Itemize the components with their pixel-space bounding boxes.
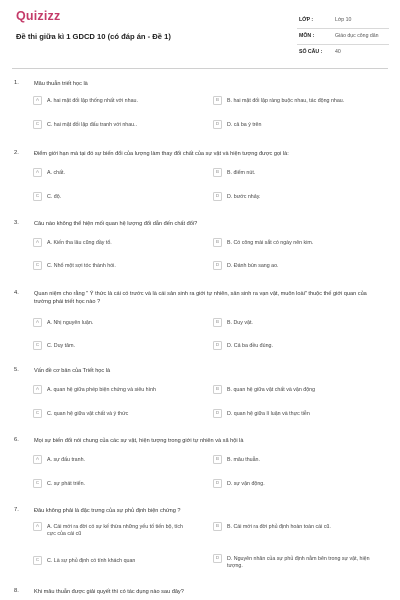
option-a[interactable] <box>33 238 192 247</box>
option-text: C. độ. <box>47 193 62 200</box>
option-letter-box: D <box>213 554 222 563</box>
option-text: B. điểm nút. <box>227 169 256 176</box>
option-letter-box: A <box>33 238 42 247</box>
option-d[interactable] <box>213 192 372 201</box>
option-letter-box: B <box>213 455 222 464</box>
option-b[interactable] <box>213 385 372 394</box>
option-d[interactable] <box>213 120 372 129</box>
option-text: A. Cái mới ra đời có sự kế thừa những yếu tố tiến bộ, tích cực của cái cũ <box>47 523 183 537</box>
option-letter-box: C <box>33 192 42 201</box>
option-letter-box: D <box>213 192 222 201</box>
question-number: 6. <box>14 437 19 443</box>
option-b[interactable] <box>213 168 372 177</box>
option-d[interactable] <box>213 409 372 418</box>
worksheet-header <box>0 0 400 68</box>
option-b[interactable] <box>213 318 372 327</box>
option-letter-box: A <box>33 522 42 531</box>
option-letter-box: A <box>33 168 42 177</box>
option-a[interactable] <box>33 522 192 538</box>
option-text: A. sự đấu tranh. <box>47 456 85 463</box>
question-text: Quan niệm cho rằng " Ý thức là cái có trước và là cái sản sinh ra giới tự nhiên, sản sinh ra vạn vật, muôn loài" thuộc thế giới quan của trường phái triết học nào ? <box>34 291 367 305</box>
option-text: B. mâu thuẫn. <box>227 456 260 463</box>
option-letter-box: A <box>33 96 42 105</box>
option-text: D. Nguyên nhân của sự phủ định nằm bên trong sự vật, hiện tượng. <box>227 555 370 569</box>
option-c[interactable] <box>33 192 192 201</box>
option-text: D. Đánh bùn sang ao. <box>227 262 279 269</box>
option-text: B. hai mặt đối lập ràng buộc nhau, tác động nhau. <box>227 97 345 104</box>
option-letter-box: B <box>213 238 222 247</box>
option-letter-box: C <box>33 409 42 418</box>
option-letter-box: A <box>33 318 42 327</box>
meta-key: MÔN : <box>299 33 315 39</box>
option-text: A. Kiến tha lâu cũng đầy tổ. <box>47 239 112 246</box>
option-letter-box: D <box>213 409 222 418</box>
option-text: C. quan hệ giữa vật chất và ý thức <box>47 410 129 417</box>
option-d[interactable] <box>213 554 372 570</box>
option-text: B. Duy vật. <box>227 319 253 326</box>
option-letter-box: B <box>213 168 222 177</box>
option-text: C. Nhổ một sợi tóc thành hói. <box>47 262 116 269</box>
option-b[interactable] <box>213 522 372 531</box>
question-number: 5. <box>14 367 19 373</box>
option-letter-box: A <box>33 385 42 394</box>
option-c[interactable] <box>33 120 192 129</box>
option-c[interactable] <box>33 341 192 350</box>
meta-key: SỐ CÂU : <box>299 49 323 55</box>
option-a[interactable] <box>33 318 192 327</box>
option-text: D. bước nhảy. <box>227 193 261 200</box>
option-text: C. Duy tâm. <box>47 342 75 349</box>
option-a[interactable] <box>33 455 192 464</box>
question-number: 4. <box>14 290 19 296</box>
header-divider <box>12 68 388 69</box>
option-b[interactable] <box>213 96 372 105</box>
meta-table <box>297 13 389 60</box>
option-c[interactable] <box>33 479 192 488</box>
option-text: C. hai mặt đối lập đấu tranh với nhau.. <box>47 121 138 128</box>
option-c[interactable] <box>33 409 192 418</box>
option-letter-box: C <box>33 341 42 350</box>
option-letter-box: C <box>33 479 42 488</box>
option-d[interactable] <box>213 479 372 488</box>
option-text: B. quan hệ giữa vật chất và vận động <box>227 386 316 393</box>
meta-value: 40 <box>335 49 341 55</box>
question-text: Vấn đề cơ bản của Triết học là <box>34 368 111 374</box>
question-text: Mọi sự biến đổi nói chung của các sự vật, hiện tượng trong giới tự nhiên và xã hội là <box>34 438 244 444</box>
quizizz-logo: Quizizz <box>16 9 61 23</box>
meta-key: LỚP : <box>299 17 314 23</box>
question-number: 2. <box>14 150 19 156</box>
option-a[interactable] <box>33 96 192 105</box>
option-text: B. Có công mài sắt có ngày nên kim. <box>227 239 314 246</box>
question-text: Mâu thuẫn triết học là <box>34 81 88 87</box>
option-letter-box: B <box>213 318 222 327</box>
page-title: Đề thi giữa kì 1 GDCD 10 (có đáp án - Đề 1) <box>16 32 171 41</box>
meta-row-question-count <box>297 45 389 60</box>
meta-row-subject <box>297 29 389 45</box>
option-letter-box: C <box>33 556 42 565</box>
question-text: Khi mâu thuẫn được giải quyết thì có tác dụng nào sau đây? <box>34 589 184 595</box>
question-text: Câu nào không thể hiện mối quan hệ lượng đổi dẫn đến chất đổi? <box>34 221 198 227</box>
question-number: 7. <box>14 507 19 513</box>
option-a[interactable] <box>33 168 192 177</box>
option-letter-box: C <box>33 261 42 270</box>
option-text: B. Cái mới ra đời phủ định hoàn toàn cái cũ. <box>227 523 331 530</box>
option-text: A. Nhị nguyên luận. <box>47 319 94 326</box>
option-letter-box: D <box>213 479 222 488</box>
meta-value: Lớp 10 <box>335 17 352 23</box>
option-a[interactable] <box>33 385 192 394</box>
question-number: 8. <box>14 588 19 594</box>
option-b[interactable] <box>213 238 372 247</box>
option-text: C. Là sự phủ định có tính khách quan <box>47 557 136 564</box>
option-b[interactable] <box>213 455 372 464</box>
option-text: D. quan hệ giữa lí luận và thực tiễn <box>227 410 310 417</box>
meta-value: Giáo dục công dân <box>335 33 379 39</box>
question-number: 3. <box>14 220 19 226</box>
option-d[interactable] <box>213 261 372 270</box>
option-text: D. cả ba ý trên <box>227 121 262 128</box>
option-text: A. hai mặt đối lập thống nhất với nhau. <box>47 97 138 104</box>
option-letter-box: A <box>33 455 42 464</box>
option-text: D. sự vận động. <box>227 480 265 487</box>
question-number: 1. <box>14 80 19 86</box>
option-letter-box: C <box>33 120 42 129</box>
meta-row-grade <box>297 13 389 29</box>
option-d[interactable] <box>213 341 372 350</box>
option-letter-box: B <box>213 96 222 105</box>
option-text: C. sự phát triển. <box>47 480 85 487</box>
option-c[interactable] <box>33 556 192 565</box>
option-letter-box: D <box>213 120 222 129</box>
option-letter-box: D <box>213 261 222 270</box>
option-letter-box: D <box>213 341 222 350</box>
option-c[interactable] <box>33 261 192 270</box>
option-letter-box: B <box>213 385 222 394</box>
question-text: Điểm giới hạn mà tại đó sự biến đổi của lượng làm thay đổi chất của sự vật và hiện tượng được gọi là: <box>34 151 289 157</box>
question-text: Đâu không phải là đặc trưng của sự phủ định biện chứng ? <box>34 508 181 514</box>
option-letter-box: B <box>213 522 222 531</box>
option-text: A. quan hệ giữa phép biện chứng và siêu hình <box>47 386 156 393</box>
option-text: A. chất. <box>47 169 65 176</box>
option-text: D. Cả ba đều đúng. <box>227 342 273 349</box>
